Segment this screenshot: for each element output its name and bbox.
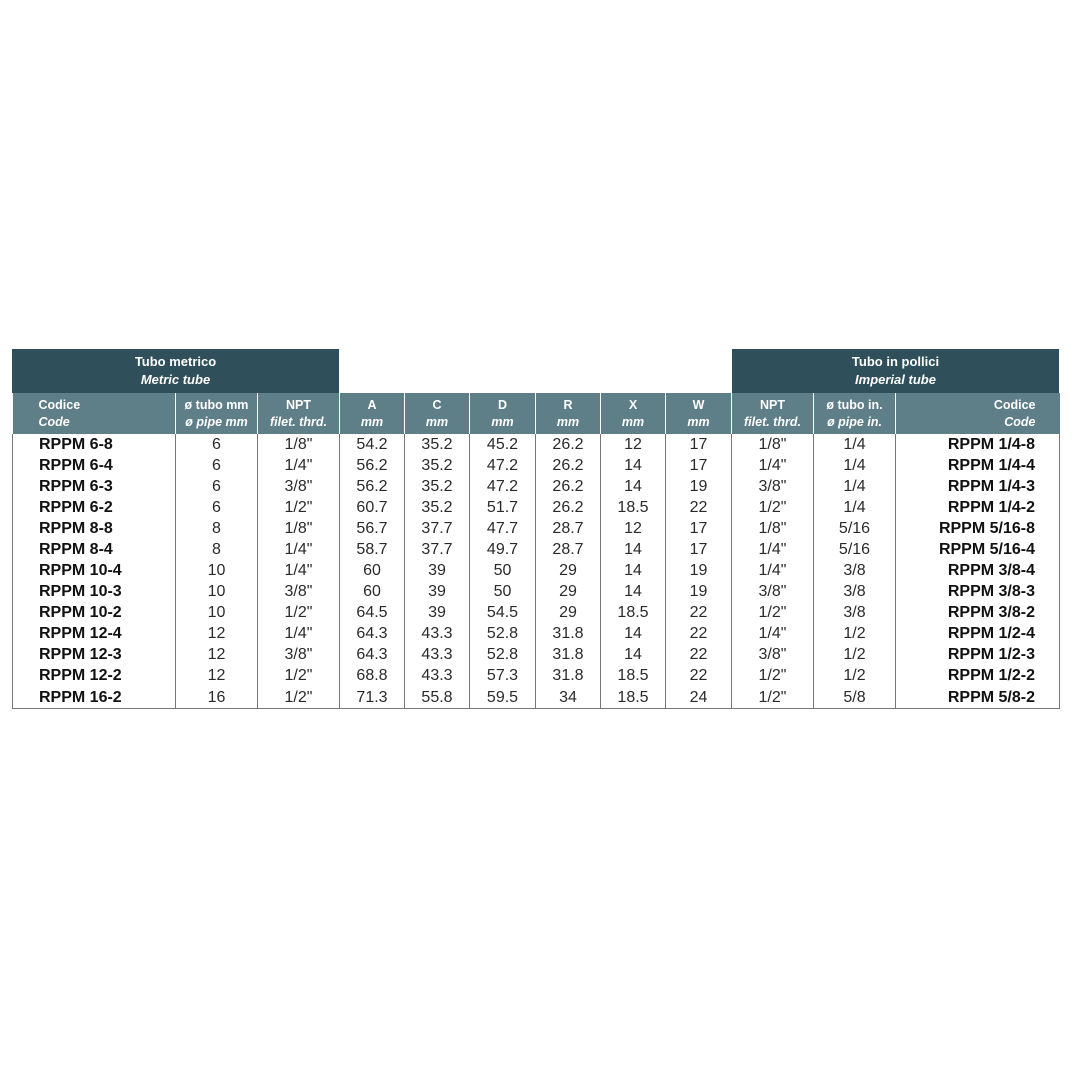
cell-pipe-in: 1/4 xyxy=(814,455,896,476)
cell-npt-metric: 3/8" xyxy=(258,476,340,497)
cell-c: 39 xyxy=(405,560,470,581)
cell-code-imperial: RPPM 5/8-2 xyxy=(896,686,1060,709)
imperial-tube-subtitle: Imperial tube xyxy=(855,372,936,387)
cell-c: 43.3 xyxy=(405,623,470,644)
cell-pipe-mm: 12 xyxy=(176,623,258,644)
cell-npt-metric: 1/2" xyxy=(258,665,340,686)
cell-pipe-mm: 8 xyxy=(176,539,258,560)
cell-r: 29 xyxy=(536,602,601,623)
cell-x: 12 xyxy=(601,518,666,539)
cell-npt-imperial: 1/2" xyxy=(732,686,814,709)
cell-npt-imperial: 1/4" xyxy=(732,623,814,644)
cell-x: 18.5 xyxy=(601,497,666,518)
cell-w: 19 xyxy=(666,476,732,497)
table-row xyxy=(13,665,1060,686)
cell-pipe-mm: 6 xyxy=(176,476,258,497)
cell-r: 26.2 xyxy=(536,497,601,518)
cell-a: 64.5 xyxy=(340,602,405,623)
table-row xyxy=(13,455,1060,476)
cell-code-imperial: RPPM 5/16-4 xyxy=(896,539,1060,560)
table-row xyxy=(13,497,1060,518)
table-body xyxy=(13,434,1060,709)
cell-code-imperial: RPPM 1/4-4 xyxy=(896,455,1060,476)
col-header-npt-metric: NPT filet. thrd. xyxy=(258,393,340,434)
cell-npt-imperial: 1/2" xyxy=(732,497,814,518)
cell-npt-metric: 1/2" xyxy=(258,686,340,709)
cell-a: 64.3 xyxy=(340,623,405,644)
cell-npt-imperial: 3/8" xyxy=(732,581,814,602)
cell-x: 14 xyxy=(601,476,666,497)
col-header-pipe-in: ø tubo in. ø pipe in. xyxy=(814,393,896,434)
cell-npt-imperial: 3/8" xyxy=(732,644,814,665)
cell-x: 18.5 xyxy=(601,602,666,623)
cell-w: 17 xyxy=(666,434,732,455)
cell-pipe-mm: 12 xyxy=(176,644,258,665)
cell-d: 52.8 xyxy=(470,644,536,665)
table-row xyxy=(13,434,1060,455)
col-header-x: X mm xyxy=(601,393,666,434)
cell-r: 29 xyxy=(536,560,601,581)
cell-npt-imperial: 1/4" xyxy=(732,455,814,476)
cell-code-imperial: RPPM 1/4-2 xyxy=(896,497,1060,518)
cell-d: 50 xyxy=(470,560,536,581)
cell-c: 35.2 xyxy=(405,455,470,476)
cell-w: 22 xyxy=(666,665,732,686)
cell-code-metric: RPPM 16-2 xyxy=(13,686,176,709)
cell-w: 22 xyxy=(666,623,732,644)
cell-pipe-in: 1/2 xyxy=(814,644,896,665)
cell-c: 43.3 xyxy=(405,644,470,665)
cell-x: 14 xyxy=(601,644,666,665)
cell-code-metric: RPPM 12-2 xyxy=(13,665,176,686)
cell-c: 37.7 xyxy=(405,539,470,560)
cell-code-imperial: RPPM 1/2-4 xyxy=(896,623,1060,644)
cell-code-imperial: RPPM 1/4-8 xyxy=(896,434,1060,455)
cell-code-imperial: RPPM 5/16-8 xyxy=(896,518,1060,539)
metric-tube-title: Tubo metrico xyxy=(134,354,217,369)
cell-npt-metric: 1/4" xyxy=(258,623,340,644)
table-row xyxy=(13,581,1060,602)
cell-pipe-mm: 10 xyxy=(176,602,258,623)
cell-w: 19 xyxy=(666,581,732,602)
cell-npt-imperial: 1/8" xyxy=(732,434,814,455)
cell-code-metric: RPPM 10-2 xyxy=(13,602,176,623)
cell-d: 52.8 xyxy=(470,623,536,644)
cell-a: 56.2 xyxy=(340,476,405,497)
cell-c: 35.2 xyxy=(405,476,470,497)
cell-w: 24 xyxy=(666,686,732,709)
cell-npt-imperial: 1/8" xyxy=(732,518,814,539)
table-row xyxy=(13,644,1060,665)
cell-npt-metric: 3/8" xyxy=(258,644,340,665)
cell-r: 29 xyxy=(536,581,601,602)
cell-npt-metric: 1/4" xyxy=(258,539,340,560)
table-row xyxy=(13,539,1060,560)
col-header-c: C mm xyxy=(405,393,470,434)
cell-x: 18.5 xyxy=(601,686,666,709)
cell-w: 22 xyxy=(666,644,732,665)
cell-pipe-mm: 10 xyxy=(176,560,258,581)
cell-c: 35.2 xyxy=(405,434,470,455)
cell-code-imperial: RPPM 1/4-3 xyxy=(896,476,1060,497)
cell-r: 26.2 xyxy=(536,455,601,476)
cell-pipe-mm: 6 xyxy=(176,455,258,476)
cell-npt-metric: 3/8" xyxy=(258,581,340,602)
cell-x: 14 xyxy=(601,455,666,476)
column-header-row xyxy=(13,393,1060,434)
cell-npt-imperial: 1/4" xyxy=(732,539,814,560)
cell-npt-imperial: 3/8" xyxy=(732,476,814,497)
col-header-r: R mm xyxy=(536,393,601,434)
cell-pipe-in: 5/16 xyxy=(814,539,896,560)
cell-a: 60.7 xyxy=(340,497,405,518)
cell-code-metric: RPPM 8-8 xyxy=(13,518,176,539)
cell-w: 22 xyxy=(666,497,732,518)
cell-r: 31.8 xyxy=(536,644,601,665)
cell-a: 68.8 xyxy=(340,665,405,686)
cell-a: 54.2 xyxy=(340,434,405,455)
cell-pipe-in: 1/4 xyxy=(814,497,896,518)
cell-code-imperial: RPPM 3/8-2 xyxy=(896,602,1060,623)
cell-w: 19 xyxy=(666,560,732,581)
cell-pipe-in: 3/8 xyxy=(814,602,896,623)
col-header-a: A mm xyxy=(340,393,405,434)
cell-pipe-mm: 6 xyxy=(176,497,258,518)
cell-code-imperial: RPPM 1/2-3 xyxy=(896,644,1060,665)
cell-x: 14 xyxy=(601,560,666,581)
cell-x: 18.5 xyxy=(601,665,666,686)
table-row xyxy=(13,476,1060,497)
cell-x: 14 xyxy=(601,539,666,560)
cell-npt-metric: 1/2" xyxy=(258,497,340,518)
cell-r: 26.2 xyxy=(536,476,601,497)
cell-npt-metric: 1/8" xyxy=(258,518,340,539)
cell-a: 60 xyxy=(340,560,405,581)
col-header-d: D mm xyxy=(470,393,536,434)
cell-code-metric: RPPM 8-4 xyxy=(13,539,176,560)
cell-x: 12 xyxy=(601,434,666,455)
cell-pipe-in: 1/4 xyxy=(814,434,896,455)
dimensions-table xyxy=(12,393,1060,709)
col-header-code-metric: Codice Code xyxy=(13,393,176,434)
group-header-bands xyxy=(12,349,1059,393)
cell-npt-imperial: 1/2" xyxy=(732,602,814,623)
cell-w: 17 xyxy=(666,539,732,560)
table-row xyxy=(13,560,1060,581)
cell-pipe-in: 1/2 xyxy=(814,623,896,644)
col-header-w: W mm xyxy=(666,393,732,434)
cell-x: 14 xyxy=(601,623,666,644)
cell-w: 17 xyxy=(666,455,732,476)
cell-npt-metric: 1/4" xyxy=(258,560,340,581)
cell-c: 39 xyxy=(405,581,470,602)
cell-npt-metric: 1/2" xyxy=(258,602,340,623)
cell-code-imperial: RPPM 3/8-4 xyxy=(896,560,1060,581)
table-row xyxy=(13,623,1060,644)
cell-d: 47.7 xyxy=(470,518,536,539)
cell-d: 49.7 xyxy=(470,539,536,560)
cell-code-metric: RPPM 12-4 xyxy=(13,623,176,644)
cell-a: 64.3 xyxy=(340,644,405,665)
cell-code-metric: RPPM 6-3 xyxy=(13,476,176,497)
cell-r: 31.8 xyxy=(536,665,601,686)
col-header-pipe-mm: ø tubo mm ø pipe mm xyxy=(176,393,258,434)
cell-r: 28.7 xyxy=(536,518,601,539)
cell-r: 26.2 xyxy=(536,434,601,455)
cell-c: 55.8 xyxy=(405,686,470,709)
cell-code-metric: RPPM 10-3 xyxy=(13,581,176,602)
cell-d: 59.5 xyxy=(470,686,536,709)
cell-d: 51.7 xyxy=(470,497,536,518)
cell-r: 28.7 xyxy=(536,539,601,560)
cell-c: 39 xyxy=(405,602,470,623)
cell-pipe-in: 5/16 xyxy=(814,518,896,539)
cell-npt-imperial: 1/4" xyxy=(732,560,814,581)
cell-pipe-in: 5/8 xyxy=(814,686,896,709)
metric-tube-subtitle: Metric tube xyxy=(140,372,211,387)
cell-pipe-in: 3/8 xyxy=(814,560,896,581)
cell-a: 60 xyxy=(340,581,405,602)
cell-d: 54.5 xyxy=(470,602,536,623)
metric-tube-band xyxy=(12,349,339,393)
specification-table-block xyxy=(12,349,1059,709)
imperial-tube-band xyxy=(732,349,1059,393)
cell-code-metric: RPPM 6-8 xyxy=(13,434,176,455)
cell-x: 14 xyxy=(601,581,666,602)
cell-a: 58.7 xyxy=(340,539,405,560)
imperial-tube-title: Tubo in pollici xyxy=(851,354,940,369)
cell-d: 57.3 xyxy=(470,665,536,686)
cell-npt-metric: 1/4" xyxy=(258,455,340,476)
cell-code-metric: RPPM 10-4 xyxy=(13,560,176,581)
cell-pipe-mm: 6 xyxy=(176,434,258,455)
cell-pipe-mm: 8 xyxy=(176,518,258,539)
cell-r: 31.8 xyxy=(536,623,601,644)
cell-c: 37.7 xyxy=(405,518,470,539)
cell-a: 71.3 xyxy=(340,686,405,709)
cell-d: 50 xyxy=(470,581,536,602)
cell-code-metric: RPPM 6-4 xyxy=(13,455,176,476)
cell-w: 22 xyxy=(666,602,732,623)
cell-a: 56.7 xyxy=(340,518,405,539)
cell-r: 34 xyxy=(536,686,601,709)
cell-code-imperial: RPPM 3/8-3 xyxy=(896,581,1060,602)
cell-w: 17 xyxy=(666,518,732,539)
cell-pipe-mm: 16 xyxy=(176,686,258,709)
cell-code-metric: RPPM 12-3 xyxy=(13,644,176,665)
cell-code-metric: RPPM 6-2 xyxy=(13,497,176,518)
cell-d: 45.2 xyxy=(470,434,536,455)
cell-pipe-mm: 10 xyxy=(176,581,258,602)
cell-npt-metric: 1/8" xyxy=(258,434,340,455)
cell-d: 47.2 xyxy=(470,455,536,476)
cell-pipe-in: 1/2 xyxy=(814,665,896,686)
table-row xyxy=(13,518,1060,539)
cell-a: 56.2 xyxy=(340,455,405,476)
cell-pipe-mm: 12 xyxy=(176,665,258,686)
cell-code-imperial: RPPM 1/2-2 xyxy=(896,665,1060,686)
cell-c: 35.2 xyxy=(405,497,470,518)
col-header-code-imperial: Codice Code xyxy=(896,393,1060,434)
col-header-npt-imperial: NPT filet. thrd. xyxy=(732,393,814,434)
cell-c: 43.3 xyxy=(405,665,470,686)
table-row xyxy=(13,686,1060,709)
cell-pipe-in: 3/8 xyxy=(814,581,896,602)
cell-d: 47.2 xyxy=(470,476,536,497)
cell-pipe-in: 1/4 xyxy=(814,476,896,497)
table-row xyxy=(13,602,1060,623)
cell-npt-imperial: 1/2" xyxy=(732,665,814,686)
